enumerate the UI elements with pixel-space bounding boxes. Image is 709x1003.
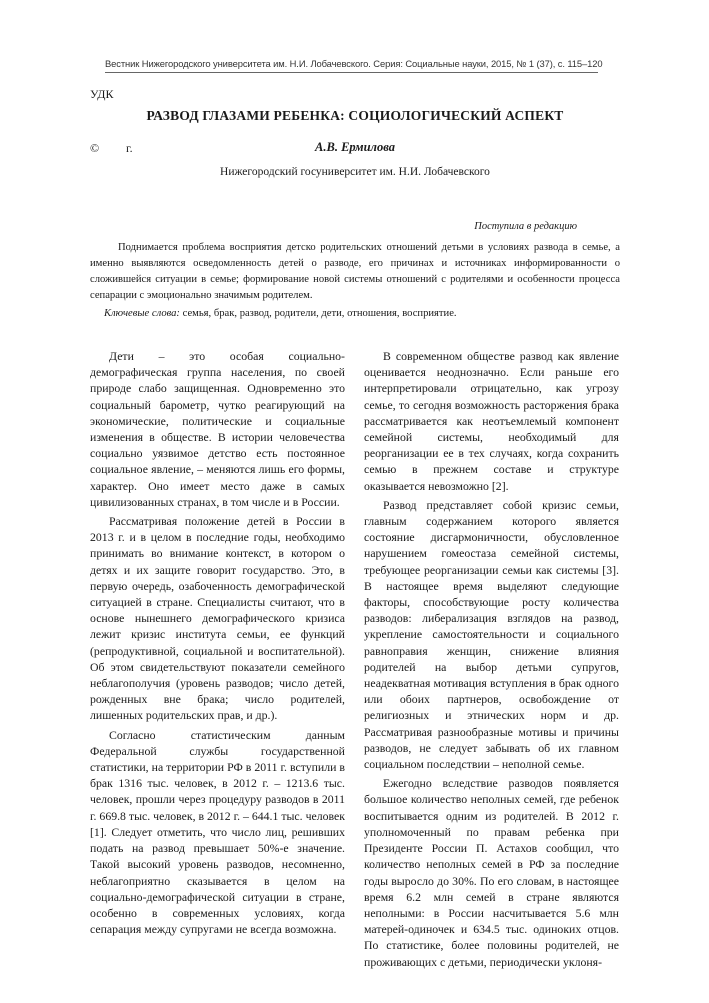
author-name: А.В. Ермилова xyxy=(315,140,395,154)
body-column-left xyxy=(90,348,345,940)
article-title: РАЗВОД ГЛАЗАМИ РЕБЕНКА: СОЦИОЛОГИЧЕСКИЙ АСПЕКТ xyxy=(146,108,564,123)
body-column-right xyxy=(364,348,619,973)
copyright-symbol: © xyxy=(90,141,100,155)
keywords-label: Ключевые слова: xyxy=(104,308,180,319)
year-suffix: г. xyxy=(126,141,133,155)
body-paragraph: Дети – это особая социально-демографическая группа населения, по своей природе слабо защищенная. Одновременно это социальный барометр, чутко реагирующий на экономические, политические и социальные изменения в обществе. В истории человечества социально уязвимое детство есть постоянное социальное явление, – меняются лишь его формы, характер. Оно имеет место даже в самых цивилизованных странах, в том числе и в России. xyxy=(90,349,345,509)
abstract: Поднимается проблема восприятия детско родительских отношений детьми в условиях развода в семье, а именно выявляются осведомленность детей о разводе, его причинах и источниках информированности о сложившейся ситуации в семье; формирование новой системы отношений с родителями и особенности процесса сепарации с эмоционально значимым родителем. xyxy=(90,242,620,301)
keywords-text: семья, брак, развод, родители, дети, отношения, восприятие. xyxy=(179,308,457,319)
body-paragraph: Развод представляет собой кризис семьи, главным содержанием которого является состояние дисгармоничности, обусловленное нарушением гомеостаза семейной системы, требующее реорганизации семьи как системы [3]. В настоящее время выделяют следующие факторы, способствующие росту количества разводов: либерализация взглядов на развод, укрепление самостоятельности и социального равноправия женщин, снижение влияния родителей на выбор детьми супругов, неадекватная мотивация вступления в брак одного или обоих партнеров, освобождение от религиозных и этнических норм и др. Рассматривая разнообразные мотивы и причины разводов, не следует забывать об их главном социальном последствии – неполной семье. xyxy=(364,497,619,772)
body-paragraph: В современном обществе развод как явление оценивается неоднозначно. Если раньше его интерпретировали отрицательно, как угрозу семье, то сегодня возможность расторжения брака рассматривается как неотъемлемый компонент семейной системы, необходимый для реорганизации ее в тех случаях, когда сохранить семью в прежнем составе и структуре оказывается невозможно [2]. xyxy=(364,349,619,493)
author-affiliation: Нижегородский госуниверситет им. Н.И. Лобачевского xyxy=(220,166,490,178)
body-paragraph: Ежегодно вследствие разводов появляется большое количество неполных семей, где ребенок воспитывается одним из родителей. В 2012 г. уполномоченный по правам ребенка при Президенте России П. Астахов сообщил, что количество неполных семей в РФ за последние годы выросло до 30%. По его словам, в настоящее время 6.2 млн семей в стране являются неполными: в России насчитывается 5.6 млн матерей-одиночек и 634.5 тыс. одиноких отцов. По статистике, более половины родителей, не проживающих с детьми, периодически уклоня- xyxy=(364,776,619,969)
udk-label: УДК xyxy=(90,87,114,101)
header-divider xyxy=(105,72,598,73)
keywords xyxy=(90,306,620,322)
body-paragraph: Рассматривая положение детей в России в 2013 г. и в целом в последние годы, необходимо принимать во внимание контекст, в котором о детях и их защите говорит государство. Это, в первую очередь, озабоченность демографической ситуацией в стране. Специалисты считают, что в основе нынешнего демографического кризиса лежит кризис института семьи, ее функций (репродуктивной, социальной и воспитательной). Об этом свидетельствуют показатели семейного неблагополучия (уровень разводов; число детей, рожденных вне брака; число родителей, лишенных родительских прав, и др.). xyxy=(90,514,345,723)
journal-header: Вестник Нижегородского университета им. Н.И. Лобачевского. Серия: Социальные науки, 2015, № 1 (37), с. 115–120 xyxy=(105,58,603,69)
received-date-label: Поступила в редакцию xyxy=(474,221,577,232)
body-paragraph: Согласно статистическим данным Федеральной службы государственной статистики, на территории РФ в 2011 г. вступили в брак 1316 тыс. человек, в 2012 г. – 1213.6 тыс. человек, прошли через процедуру разводов в 2011 г. 669.8 тыс. человек, в 2012 г. – 644.1 тыс. человек [1]. Следует отметить, что число лиц, решивших подать на развод превышает 50%-е значение. Такой высокий уровень разводов, несомненно, неблагоприятно сказывается в целом на социально-демографической ситуации в стране, особенно в современных условиях, когда сепарация между супругами не всегда возможна. xyxy=(90,727,345,937)
